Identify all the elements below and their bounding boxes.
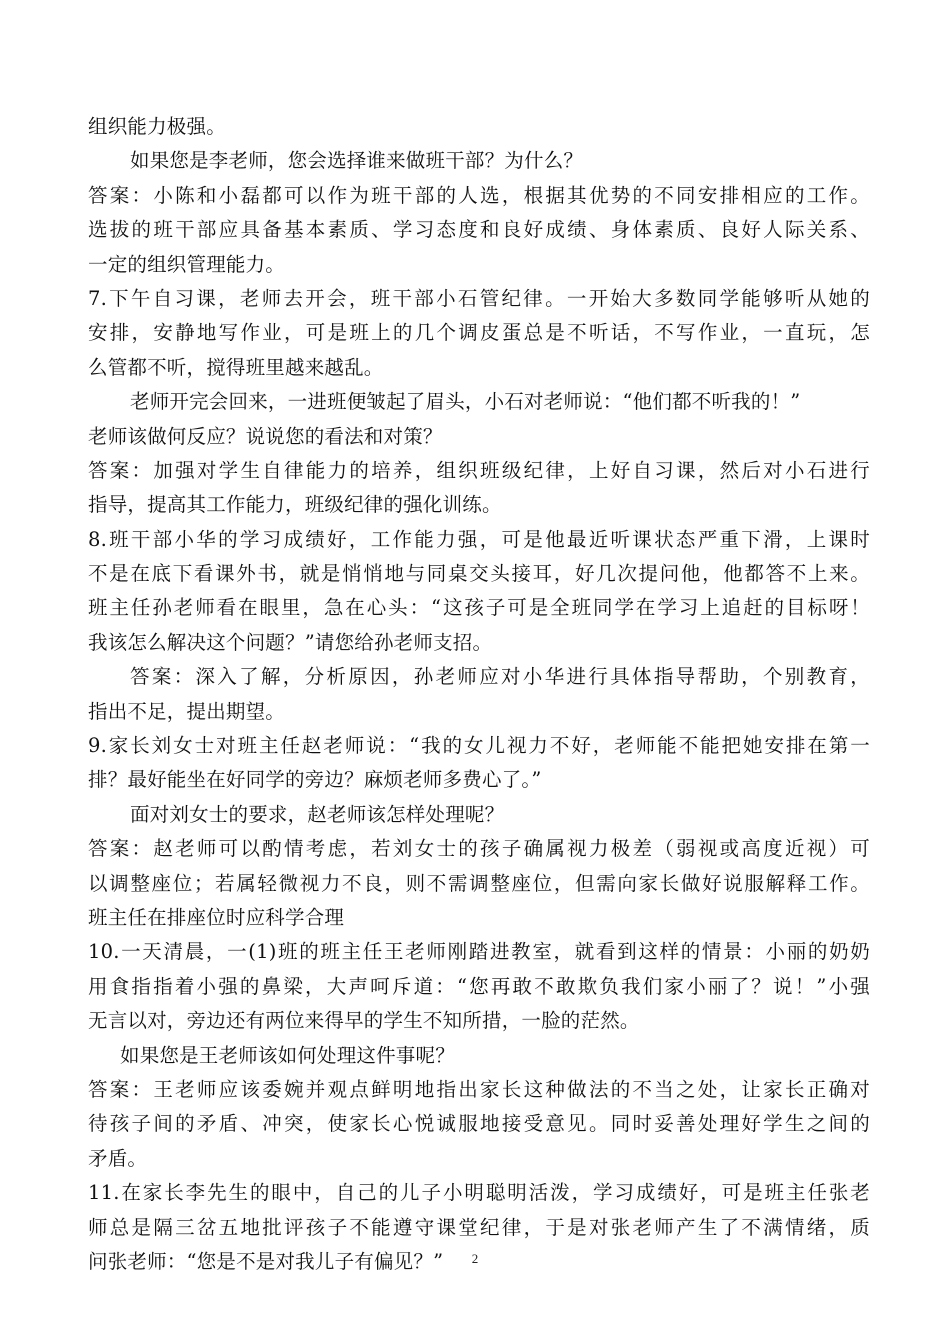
text-line: 如果您是李老师，您会选择谁来做班干部？为什么？	[130, 149, 584, 173]
text-line: 班主任孙老师看在眼里，急在心头：“这孩子可是全班同学在学习上追赶的目标呀！	[88, 596, 870, 620]
text-line: 待孩子间的矛盾、冲突，使家长心悦诚服地接受意见。同时妥善处理好学生之间的	[88, 1112, 870, 1136]
page-number: 2	[471, 1251, 479, 1266]
text-line: 矛盾。	[88, 1146, 148, 1170]
text-line: 答案：深入了解，分析原因，孙老师应对小华进行具体指导帮助，个别教育，	[130, 665, 870, 689]
text-line: 排？最好能坐在好同学的旁边？麻烦老师多费心了。”	[88, 768, 542, 792]
text-line: 答案：王老师应该委婉并观点鲜明地指出家长这种做法的不当之处，让家长正确对	[88, 1077, 870, 1101]
text-line: 面对刘女士的要求，赵老师该怎样处理呢？	[130, 802, 505, 826]
text-line: 指导，提高其工作能力，班级纪律的强化训练。	[88, 493, 502, 517]
text-line: 我该怎么解决这个问题？”请您给孙老师支招。	[88, 630, 493, 654]
document-body	[88, 110, 870, 1279]
text-line: 答案：小陈和小磊都可以作为班干部的人选，根据其优势的不同安排相应的工作。	[88, 183, 870, 207]
text-line: 师总是隔三岔五地批评孩子不能遵守课堂纪律，于是对张老师产生了不满情绪，质	[88, 1215, 870, 1239]
text-line: 无言以对，旁边还有两位来得早的学生不知所措，一脸的茫然。	[88, 1009, 640, 1033]
text-line: 答案：赵老师可以酌情考虑，若刘女士的孩子确属视力极差（弱视或高度近视）可	[88, 837, 870, 861]
text-line: 选拔的班干部应具备基本素质、学习态度和良好成绩、身体素质、良好人际关系、	[88, 218, 870, 242]
text-line: 一定的组织管理能力。	[88, 252, 286, 276]
text-line: 问张老师：“您是不是对我儿子有偏见？”	[88, 1249, 444, 1273]
text-line: 安排，安静地写作业，可是班上的几个调皮蛋总是不听话，不写作业，一直玩，怎	[88, 321, 870, 345]
text-line: 老师开完会回来，一进班便皱起了眉头，小石对老师说：“他们都不听我的！”	[130, 390, 801, 414]
text-line: 老师该做何反应？说说您的看法和对策？	[88, 424, 443, 448]
text-line: 不是在底下看课外书，就是悄悄地与同桌交头接耳，好几次提问他，他都答不上来。	[88, 562, 870, 586]
text-line: 9.家长刘女士对班主任赵老师说：“我的女儿视力不好，老师能不能把她安排在第一	[88, 734, 870, 758]
text-line: 8.班干部小华的学习成绩好，工作能力强，可是他最近听课状态严重下滑，上课时	[88, 527, 870, 551]
text-line: 10.一天清晨，一(1)班的班主任王老师刚踏进教室，就看到这样的情景：小丽的奶奶	[88, 940, 870, 964]
text-line: 11.在家长李先生的眼中，自己的儿子小明聪明活泼，学习成绩好，可是班主任张老	[88, 1181, 870, 1205]
text-line: 组织能力极强。	[88, 115, 226, 138]
text-line: 以调整座位；若属轻微视力不良，则不需调整座位，但需向家长做好说服解释工作。	[88, 871, 870, 895]
text-line: 么管都不听，搅得班里越来越乱。	[88, 355, 384, 379]
text-line: 指出不足，提出期望。	[88, 699, 286, 723]
text-line: 答案：加强对学生自律能力的培养，组织班级纪律，上好自习课，然后对小石进行	[88, 458, 870, 482]
text-line: 如果您是王老师该如何处理这件事呢？	[120, 1043, 455, 1067]
text-line: 7.下午自习课，老师去开会，班干部小石管纪律。一开始大多数同学能够听从她的	[88, 286, 870, 310]
text-line: 用食指指着小强的鼻梁，大声呵斥道：“您再敢不敢欺负我们家小丽了？说！”小强	[88, 974, 870, 998]
text-line: 班主任在排座位时应科学合理	[88, 905, 345, 929]
